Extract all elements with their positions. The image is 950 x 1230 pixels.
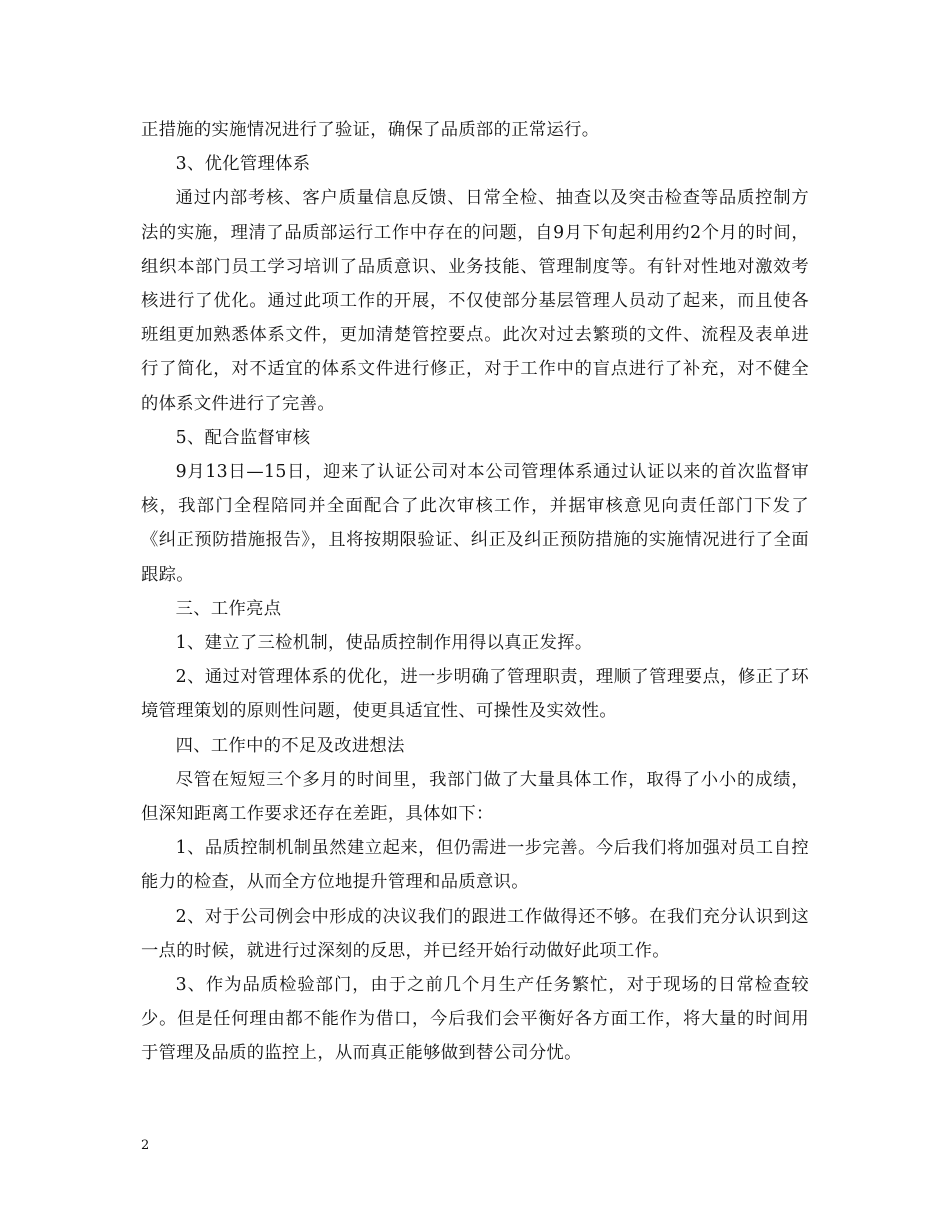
paragraph: 尽管在短短三个多月的时间里，我部门做了大量具体工作，取得了小小的成绩，但深知距离工作要求还存在差距，具体如下： [141,769,809,825]
list-item: 1、建立了三检机制，使品质控制作用得以真正发挥。 [175,633,593,654]
list-item: 2、通过对管理体系的优化，进一步明确了管理职责，理顺了管理要点，修正了环境管理策划的原则性问题，使更具适宜性、可操性及实效性。 [141,667,809,722]
section-heading: 四、工作中的不足及改进想法 [175,735,405,756]
page-number: 2 [141,1138,150,1153]
document-body [141,113,809,1071]
paragraph: 9月13日—15日，迎来了认证公司对本公司管理体系通过认证以来的首次监督审核，我部门全程陪同并全面配合了此次审核工作，并据审核意见向责任部门下发了《纠正预防措施报告》，且将按期限验证、纠正及纠正预防措施的实施情况进行了全面跟踪。 [141,462,809,585]
paragraph: 通过内部考核、客户质量信息反馈、日常全检、抽查以及突击检查等品质控制方法的实施，理清了品质部运行工作中存在的问题，自9月下旬起利用约2个月的时间，组织本部门员工学习培训了品质意识、业务技能、管理制度等。有针对性地对激效考核进行了优化。通过此项工作的开展，不仅使部分基层管理人员动了起来，而且使各班组更加熟悉体系文件，更加清楚管控要点。此次对过去繁琐的文件、流程及表单进行了简化，对不适宜的体系文件进行修正，对于工作中的盲点进行了补充，对不健全的体系文件进行了完善。 [141,188,809,414]
paragraph: 正措施的实施情况进行了验证，确保了品质部的正常运行。 [141,120,600,140]
section-heading: 5、配合监督审核 [175,427,311,448]
list-item: 2、对于公司例会中形成的决议我们的跟进工作做得还不够。在我们充分认识到这一点的时候，就进行过深刻的反思，并已经开始行动做好此项工作。 [141,906,809,961]
section-heading: 3、优化管理体系 [175,154,311,175]
list-item: 1、品质控制机制虽然建立起来，但仍需进一步完善。今后我们将加强对员工自控能力的检查，从而全方位地提升管理和品质意识。 [141,838,809,893]
list-item: 3、作为品质检验部门，由于之前几个月生产任务繁忙，对于现场的日常检查较少。但是任何理由都不能作为借口，今后我们会平衡好各方面工作，将大量的时间用于管理及品质的监控上，从而真正能够做到替公司分忧。 [141,975,809,1064]
section-heading: 三、工作亮点 [175,598,282,619]
